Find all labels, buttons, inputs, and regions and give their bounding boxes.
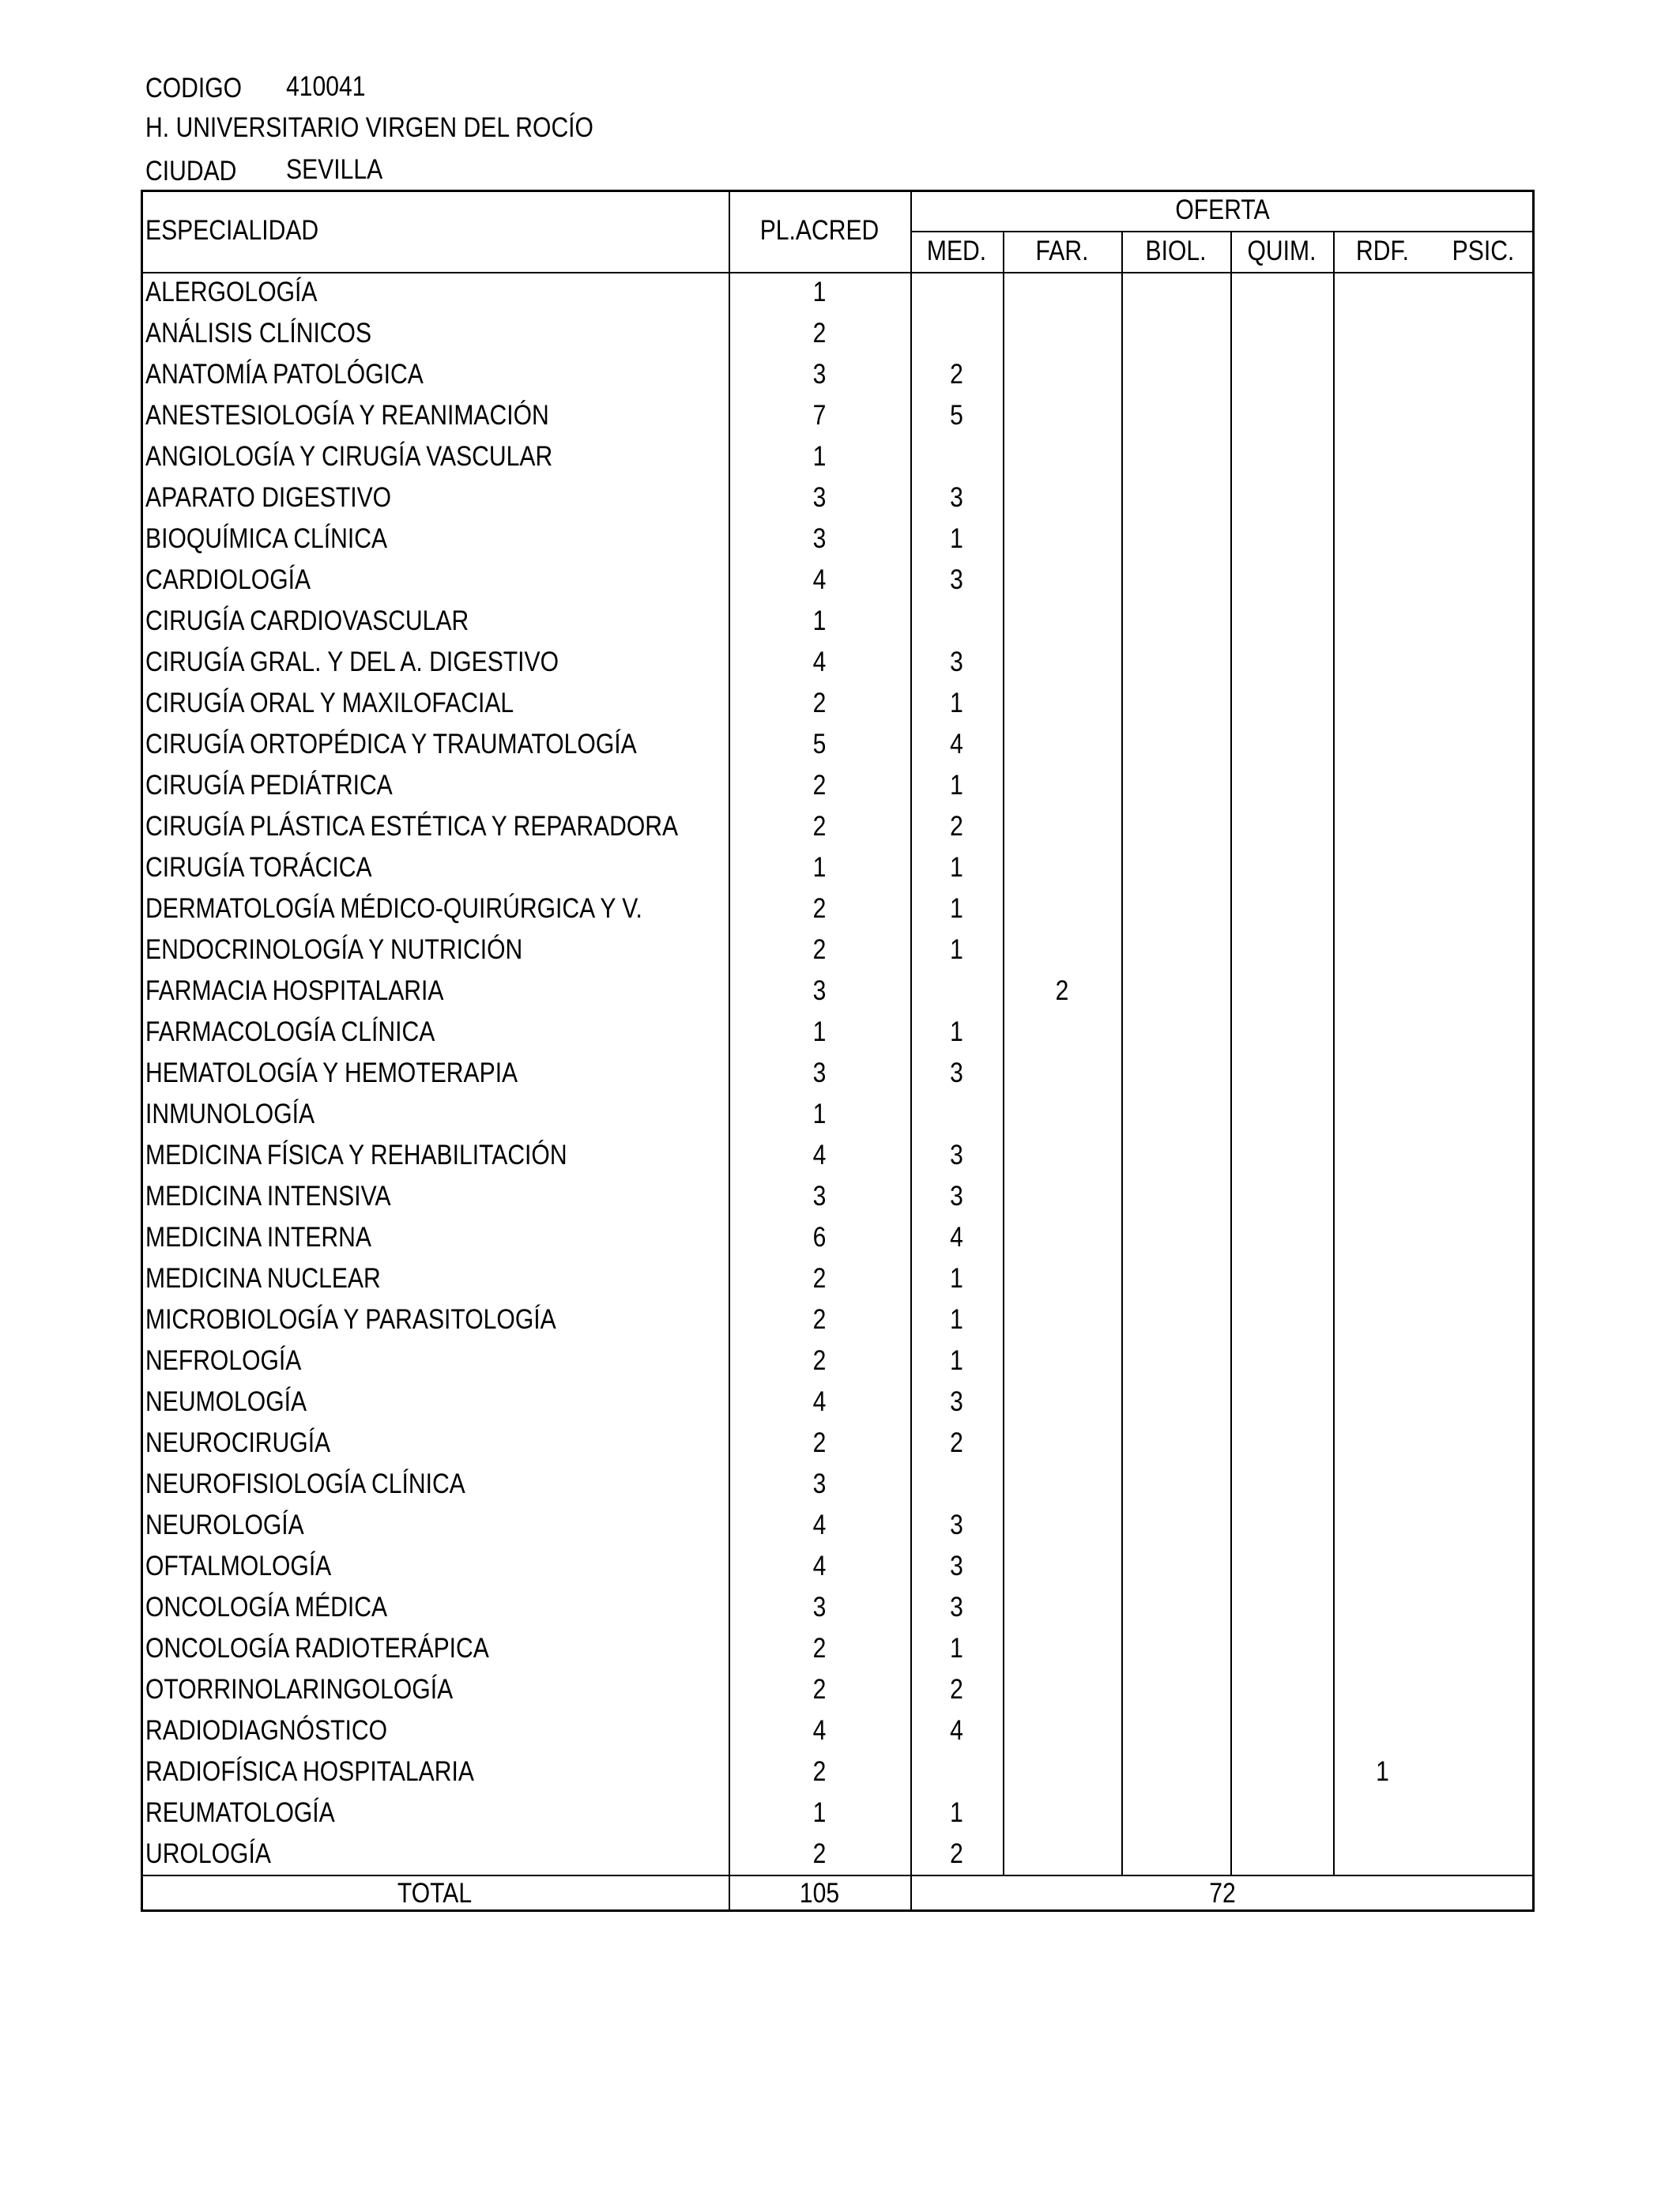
placred-value: 2 [812, 688, 827, 718]
oferta-value: 3 [950, 1140, 963, 1171]
oferta-value: 3 [950, 1510, 963, 1540]
placred-value: 3 [812, 359, 827, 390]
placred-value: 3 [812, 1181, 827, 1212]
oferta-value: 1 [950, 1263, 963, 1294]
oferta-value: 1 [950, 523, 963, 554]
oferta-value: 4 [950, 1222, 963, 1253]
oferta-value: 1 [950, 1797, 963, 1828]
specialty-name: ALERGOLOGÍA [145, 277, 318, 307]
placred-value: 1 [812, 852, 827, 883]
placred-value: 4 [812, 564, 827, 595]
placred-value: 1 [812, 605, 827, 636]
specialty-name: CIRUGÍA GRAL. Y DEL A. DIGESTIVO [145, 647, 559, 677]
placred-value: 6 [812, 1222, 827, 1253]
oferta-value: 1 [1376, 1756, 1389, 1787]
oferta-value: 3 [950, 1181, 963, 1212]
specialty-name: DERMATOLOGÍA MÉDICO-QUIRÚRGICA Y V. [145, 893, 642, 924]
oferta-subheader: PSIC. [1452, 236, 1515, 266]
placred-value: 4 [812, 1386, 827, 1417]
oferta-subheader: RDF. [1356, 236, 1409, 266]
ciudad-value: SEVILLA [286, 154, 383, 185]
oferta-value: 2 [950, 359, 963, 390]
total-oferta: 72 [1209, 1878, 1236, 1909]
placred-value: 5 [812, 729, 827, 760]
specialty-name: NEUROFISIOLOGÍA CLÍNICA [145, 1468, 465, 1499]
placred-value: 1 [812, 1797, 827, 1828]
placred-value: 2 [812, 318, 827, 349]
specialty-name: REUMATOLOGÍA [145, 1797, 335, 1828]
specialty-name: RADIOFÍSICA HOSPITALARIA [145, 1756, 474, 1787]
placred-value: 7 [812, 400, 827, 431]
specialty-name: OFTALMOLOGÍA [145, 1551, 332, 1581]
oferta-value: 2 [1055, 975, 1069, 1006]
specialty-name: MICROBIOLOGÍA Y PARASITOLOGÍA [145, 1304, 556, 1335]
specialties-table [141, 190, 1535, 1912]
codigo-value: 410041 [286, 71, 366, 102]
specialty-name: MEDICINA FÍSICA Y REHABILITACIÓN [145, 1140, 567, 1171]
oferta-value: 1 [950, 1016, 963, 1047]
specialty-name: CIRUGÍA PEDIÁTRICA [145, 770, 393, 801]
placred-value: 4 [812, 647, 827, 677]
specialty-name: CARDIOLOGÍA [145, 564, 311, 595]
specialty-name: ANGIOLOGÍA Y CIRUGÍA VASCULAR [145, 441, 553, 472]
placred-header: PL.ACRED [759, 215, 880, 246]
specialty-name: FARMACIA HOSPITALARIA [145, 975, 444, 1006]
placred-value: 3 [812, 1592, 827, 1623]
oferta-value: 1 [950, 893, 963, 924]
specialty-name: INMUNOLOGÍA [145, 1099, 315, 1129]
specialty-name: NEUMOLOGÍA [145, 1386, 307, 1417]
oferta-header: OFERTA [1175, 194, 1270, 225]
especialidad-header: ESPECIALIDAD [145, 215, 319, 246]
column-divider [910, 190, 912, 1912]
column-divider [1121, 231, 1123, 1875]
total-label: TOTAL [397, 1878, 473, 1909]
total-placred: 105 [799, 1878, 840, 1909]
oferta-value: 3 [950, 1592, 963, 1623]
specialty-name: ANESTESIOLOGÍA Y REANIMACIÓN [145, 400, 549, 431]
column-divider [1003, 231, 1004, 1875]
placred-value: 1 [812, 441, 827, 472]
specialty-name: NEUROLOGÍA [145, 1510, 304, 1540]
specialty-name: CIRUGÍA CARDIOVASCULAR [145, 605, 469, 636]
specialty-name: BIOQUÍMICA CLÍNICA [145, 523, 388, 554]
placred-value: 1 [812, 1016, 827, 1047]
specialty-name: CIRUGÍA TORÁCICA [145, 852, 372, 883]
oferta-value: 3 [950, 564, 963, 595]
oferta-value: 2 [950, 1427, 963, 1458]
specialty-name: NEUROCIRUGÍA [145, 1427, 331, 1458]
placred-value: 4 [812, 1551, 827, 1581]
specialty-name: ANÁLISIS CLÍNICOS [145, 318, 372, 349]
oferta-value: 3 [950, 1057, 963, 1088]
specialty-name: CIRUGÍA ORAL Y MAXILOFACIAL [145, 688, 514, 718]
placred-value: 2 [812, 1838, 827, 1869]
oferta-subheader: QUIM. [1247, 236, 1317, 266]
column-divider [1333, 231, 1335, 1875]
placred-value: 1 [812, 277, 827, 307]
specialty-name: ENDOCRINOLOGÍA Y NUTRICIÓN [145, 934, 523, 965]
oferta-value: 2 [950, 1674, 963, 1705]
specialty-name: ANATOMÍA PATOLÓGICA [145, 359, 424, 390]
oferta-value: 2 [950, 811, 963, 842]
placred-value: 2 [812, 1756, 827, 1787]
oferta-value: 4 [950, 729, 963, 760]
placred-value: 4 [812, 1510, 827, 1540]
column-divider [729, 190, 730, 1912]
oferta-value: 1 [950, 1633, 963, 1664]
specialty-name: OTORRINOLARINGOLOGÍA [145, 1674, 454, 1705]
specialty-name: MEDICINA INTERNA [145, 1222, 371, 1253]
placred-value: 3 [812, 482, 827, 513]
placred-value: 2 [812, 1674, 827, 1705]
specialty-name: NEFROLOGÍA [145, 1345, 302, 1376]
specialty-name: UROLOGÍA [145, 1838, 271, 1869]
specialty-name: CIRUGÍA PLÁSTICA ESTÉTICA Y REPARADORA [145, 811, 679, 842]
specialty-name: FARMACOLOGÍA CLÍNICA [145, 1016, 435, 1047]
placred-value: 2 [812, 1633, 827, 1664]
specialty-name: ONCOLOGÍA RADIOTERÁPICA [145, 1633, 489, 1664]
oferta-value: 1 [950, 1345, 963, 1376]
specialty-name: MEDICINA NUCLEAR [145, 1263, 381, 1294]
placred-value: 3 [812, 1468, 827, 1499]
placred-value: 1 [812, 1099, 827, 1129]
oferta-value: 1 [950, 934, 963, 965]
placred-value: 2 [812, 1345, 827, 1376]
placred-value: 2 [812, 1263, 827, 1294]
oferta-value: 4 [950, 1715, 963, 1746]
oferta-subheader: BIOL. [1145, 236, 1207, 266]
oferta-value: 1 [950, 852, 963, 883]
oferta-value: 1 [950, 770, 963, 801]
placred-value: 2 [812, 1427, 827, 1458]
ciudad-label: CIUDAD [145, 156, 237, 187]
placred-value: 2 [812, 811, 827, 842]
oferta-value: 3 [950, 1386, 963, 1417]
oferta-value: 3 [950, 1551, 963, 1581]
specialty-name: ONCOLOGÍA MÉDICA [145, 1592, 388, 1623]
specialty-name: RADIODIAGNÓSTICO [145, 1715, 388, 1746]
placred-value: 4 [812, 1715, 827, 1746]
oferta-value: 1 [950, 1304, 963, 1335]
oferta-value: 1 [950, 688, 963, 718]
placred-value: 2 [812, 1304, 827, 1335]
placred-value: 4 [812, 1140, 827, 1171]
specialty-name: CIRUGÍA ORTOPÉDICA Y TRAUMATOLOGÍA [145, 729, 637, 760]
oferta-value: 3 [950, 647, 963, 677]
specialty-name: APARATO DIGESTIVO [145, 482, 392, 513]
placred-value: 3 [812, 975, 827, 1006]
specialty-name: MEDICINA INTENSIVA [145, 1181, 391, 1212]
oferta-value: 3 [950, 482, 963, 513]
column-divider [1230, 231, 1232, 1875]
oferta-value: 2 [950, 1838, 963, 1869]
placred-value: 2 [812, 934, 827, 965]
oferta-subheader: FAR. [1035, 236, 1089, 266]
oferta-value: 5 [950, 400, 963, 431]
specialty-name: HEMATOLOGÍA Y HEMOTERAPIA [145, 1057, 518, 1088]
placred-value: 2 [812, 893, 827, 924]
codigo-label: CODIGO [145, 73, 243, 104]
hospital-name: H. UNIVERSITARIO VIRGEN DEL ROCÍO [145, 112, 593, 143]
placred-value: 2 [812, 770, 827, 801]
placred-value: 3 [812, 523, 827, 554]
placred-value: 3 [812, 1057, 827, 1088]
oferta-subheader: MED. [926, 236, 987, 266]
